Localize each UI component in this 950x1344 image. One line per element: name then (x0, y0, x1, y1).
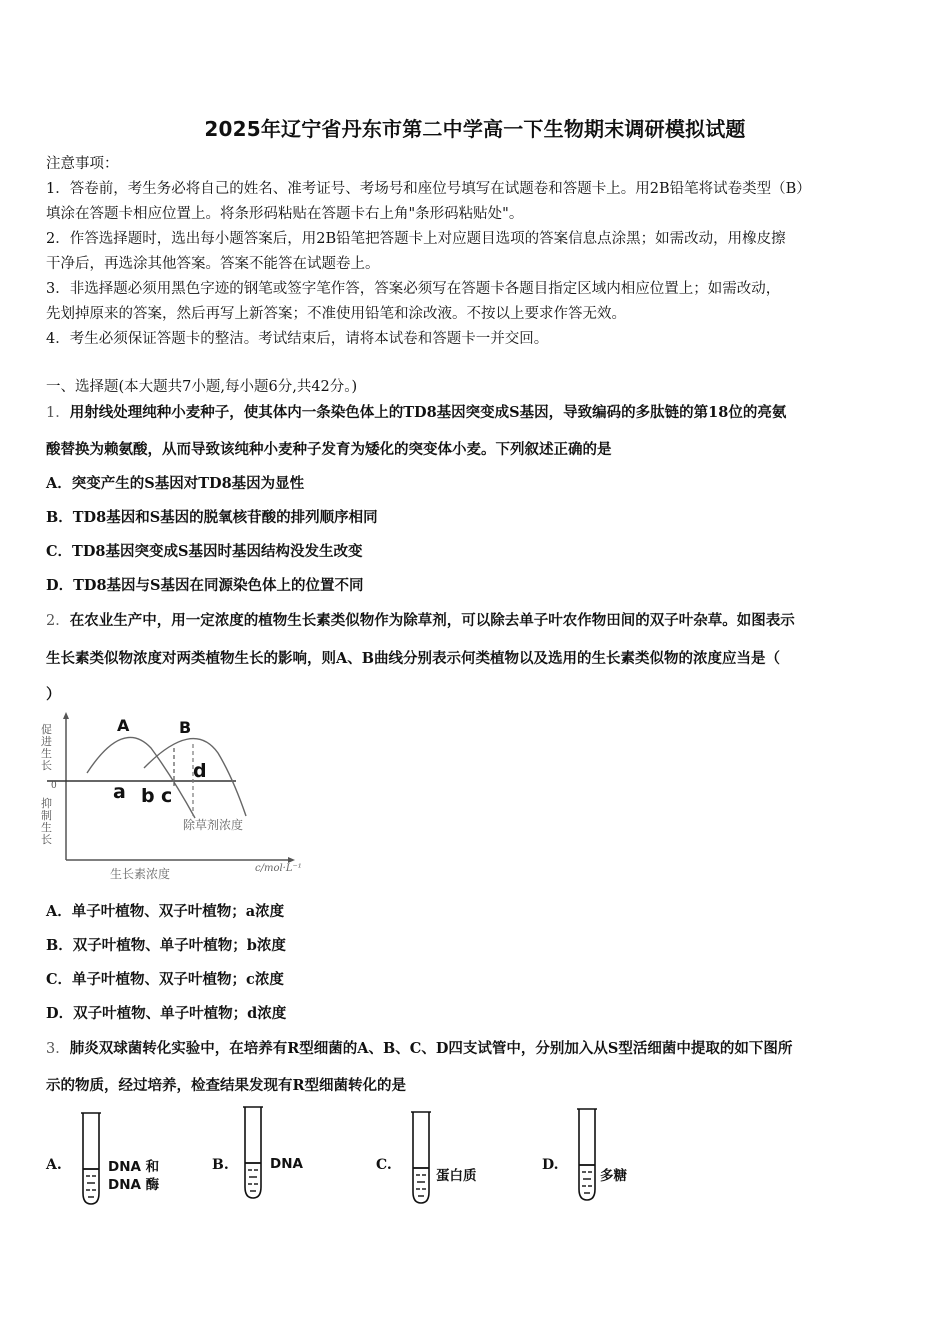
notice-item: 4．考生必须保证答题卡的整洁。考试结束后，请将本试卷和答题卡一并交回。 (46, 331, 549, 347)
notice-item: 3．非选择题必须用黑色字迹的钢笔或签字笔作答，答案必须写在答题卡各题目指定区域内相应位置上；如需改动， (46, 281, 781, 297)
question-2-option-a[interactable]: A．单子叶植物、双子叶植物；a浓度 (46, 903, 285, 920)
notice-heading: 注意事项： (46, 156, 119, 172)
tube-letter: A. (46, 1157, 62, 1173)
point-a-label: a (113, 781, 126, 803)
question-stem-line: ） (46, 686, 61, 703)
tube-letter: B. (212, 1157, 229, 1173)
test-tube-options (40, 1105, 680, 1210)
question-2-option-b[interactable]: B．双子叶植物、单子叶植物；b浓度 (46, 937, 286, 954)
curve-b-label: B (179, 718, 192, 737)
question-1-option-d[interactable]: D．TD8基因与S基因在同源染色体上的位置不同 (46, 577, 364, 594)
tube-label-line: DNA 和 (108, 1159, 160, 1175)
notice-item: 1．答卷前，考生务必将自己的姓名、准考证号、考场号和座位号填写在试题卷和答题卡上。用2B铅笔将试卷类型（B） (46, 181, 811, 197)
tube-letter: D. (542, 1157, 559, 1173)
notice-item: 干净后，再选涂其他答案。答案不能答在试题卷上。 (46, 256, 380, 272)
test-tube-icon (574, 1107, 600, 1203)
x-axis-unit: c/mol·L⁻¹ (255, 863, 302, 874)
test-tube-icon (78, 1111, 104, 1207)
page-title: 2025年辽宁省丹东市第二中学高一下生物期末调研模拟试题 (204, 117, 746, 141)
question-stem-line: 示的物质，经过培养，检查结果发现有R型细菌转化的是 (46, 1077, 407, 1094)
point-b-label: b (141, 785, 155, 807)
question-number: 2． (46, 613, 70, 629)
origin-label: 0 (51, 781, 57, 791)
curve-a-label: A (117, 716, 130, 735)
test-tube-icon (408, 1110, 434, 1206)
question-stem-line: 肺炎双球菌转化实验中，在培养有R型细菌的A、B、C、D四支试管中，分别加入从S型活细菌中提取的如下图所 (69, 1040, 793, 1057)
notice-item: 先划掉原来的答案，然后再写上新答案；不准使用铅笔和涂改液。不按以上要求作答无效。 (46, 306, 626, 322)
question-stem-line: 用射线处理纯种小麦种子，使其体内一条染色体上的TD8基因突变成S基因，导致编码的多肽链的第18位的亮氨 (69, 404, 787, 421)
tube-label-line: 多糖 (600, 1168, 627, 1184)
question-1-stem (46, 401, 786, 422)
notice-item: 2．作答选择题时，选出每小题答案后，用2B铅笔把答题卡上对应题目选项的答案信息点涂黑；如需改动，用橡皮擦 (46, 231, 786, 247)
question-stem-line: 酸替换为赖氨酸，从而导致该纯种小麦种子发育为矮化的突变体小麦。下列叙述正确的是 (46, 441, 612, 458)
tube-label-line: 蛋白质 (436, 1168, 477, 1184)
notice-item: 填涂在答题卡相应位置上。将条形码粘贴在答题卡右上角"条形码粘贴处"。 (46, 206, 524, 222)
question-number: 1． (46, 405, 70, 421)
question-1-option-b[interactable]: B．TD8基因和S基因的脱氧核苷酸的排列顺序相同 (46, 509, 378, 526)
point-d-label: d (193, 760, 207, 782)
question-1-option-c[interactable]: C．TD8基因突变成S基因时基因结构没发生改变 (46, 543, 363, 560)
tube-letter: C. (376, 1157, 392, 1173)
point-c-label: c (161, 785, 173, 807)
question-stem-line: 生长素类似物浓度对两类植物生长的影响，则A、B曲线分别表示何类植物以及选用的生长素类似物的浓度应当是（ (46, 650, 781, 667)
question-2-option-d[interactable]: D．双子叶植物、单子叶植物；d浓度 (46, 1005, 287, 1022)
section-heading: 一、选择题(本大题共7小题,每小题6分,共42分。) (46, 379, 358, 395)
question-stem-line: 在农业生产中，用一定浓度的植物生长素类似物作为除草剂，可以除去单子叶农作物田间的双子叶杂草。如图表示 (69, 612, 795, 629)
question-3-stem (46, 1037, 792, 1058)
y-axis-label-inhibit: 抑制生长 (41, 797, 52, 846)
tube-label-line: DNA (270, 1156, 303, 1172)
x-axis-label: 生长素浓度 (110, 867, 171, 881)
auxin-concentration-graph (33, 708, 333, 888)
question-2-stem (46, 609, 795, 630)
tube-label-line: DNA 酶 (108, 1177, 160, 1193)
y-axis-label-promote: 促进生长 (41, 723, 52, 772)
question-1-option-a[interactable]: A．突变产生的S基因对TD8基因为显性 (46, 475, 305, 492)
question-2-option-c[interactable]: C．单子叶植物、双子叶植物；c浓度 (46, 971, 284, 988)
test-tube-icon (240, 1105, 266, 1201)
herbicide-concentration-annotation: 除草剂浓度 (183, 818, 244, 832)
question-number: 3． (46, 1041, 70, 1057)
